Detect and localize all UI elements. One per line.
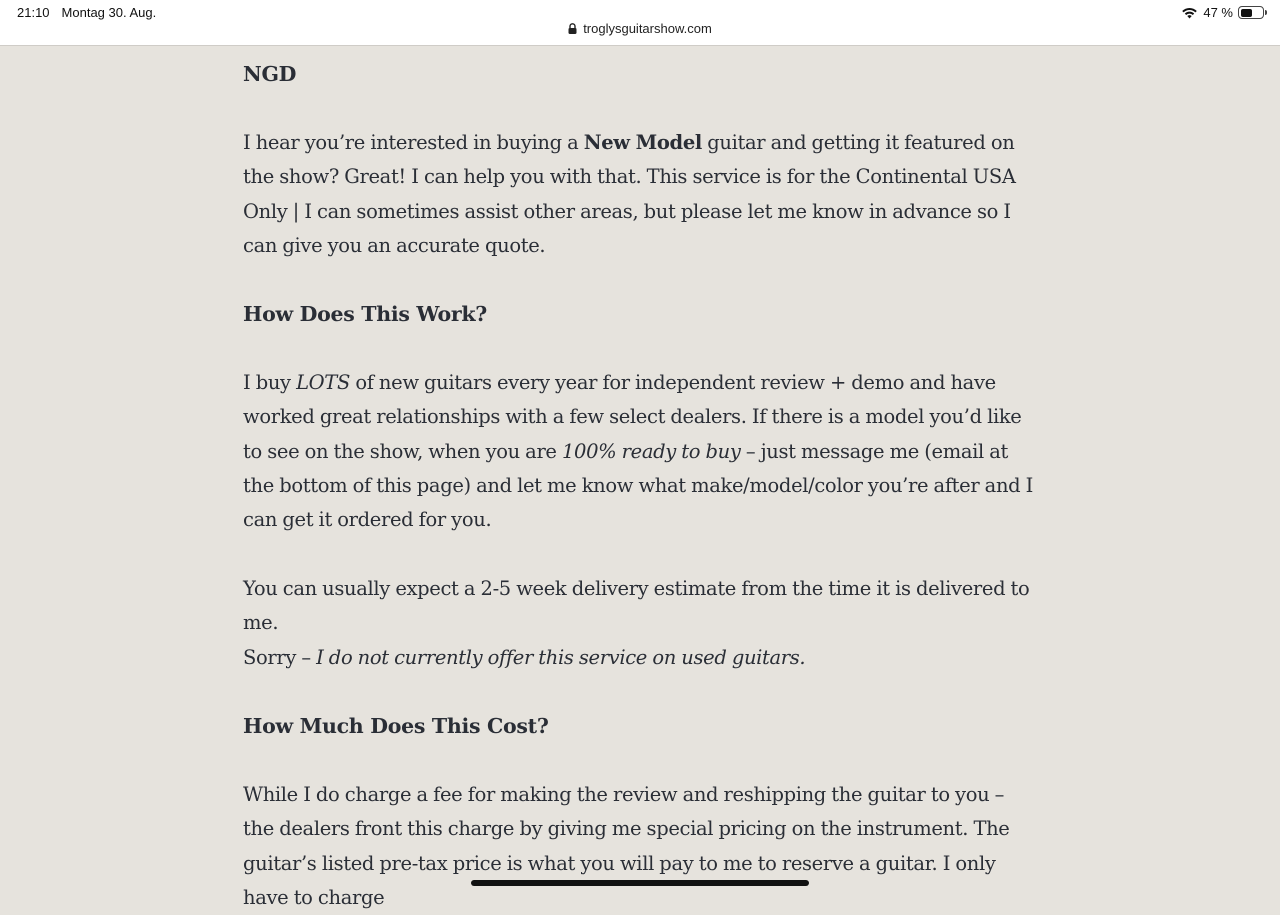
url-text: troglysguitarshow.com (583, 21, 712, 36)
buy-paragraph (243, 366, 1033, 537)
battery-level (1241, 9, 1252, 17)
sorry-italic: I do not currently offer this service on used guitars. (316, 646, 806, 669)
status-right (1181, 5, 1264, 20)
buy-text-3: – just message me (email at the bottom of this page) and let me know what make/model/color you’re after and I can get it ordered for you. (243, 439, 1034, 532)
intro-text-1: I hear you’re interested in buying a (243, 131, 584, 154)
fee-paragraph: While I do charge a fee for making the review and reshipping the guitar to you – the dealers front this charge by giving me special pricing on the instrument. The guitar’s listed pre-tax price is what you will pay to me to reserve a guitar. I only have to charge (243, 783, 1010, 909)
buy-text-2: of new guitars every year for independent review + demo and have worked great relationships with a few select dealers. If there is a model you’d like to see on the show, when you are (243, 371, 1022, 463)
wifi-icon (1181, 6, 1198, 19)
clock: 21:10 (17, 5, 50, 20)
address-bar[interactable] (0, 21, 1280, 36)
home-indicator[interactable] (471, 880, 809, 886)
battery-percent: 47 % (1203, 5, 1233, 20)
intro-text-2: guitar and getting it featured on the show? Great! I can help you with that. This service is for the Continental USA Only | I can sometimes assist other areas, but please let me know in advance so I can give you an accurate quote. (243, 131, 1016, 257)
intro-bold: New Model (583, 131, 702, 154)
status-left (17, 5, 156, 20)
battery-icon (1238, 6, 1264, 19)
buy-italic-2: 100% ready to buy (561, 439, 741, 463)
intro-paragraph (243, 126, 1033, 263)
sorry-text: Sorry – (243, 646, 317, 669)
buy-text-1: I buy (243, 371, 297, 394)
lock-icon (568, 23, 577, 34)
delivery-paragraph: You can usually expect a 2-5 week delivery estimate from the time it is delivered to me. (243, 577, 1030, 635)
heading-how-does-this-work: How Does This Work? (243, 302, 487, 326)
status-bar (0, 0, 1280, 46)
heading-how-much-cost: How Much Does This Cost? (243, 714, 549, 738)
sorry-paragraph (243, 641, 1033, 675)
buy-italic-1: LOTS (296, 371, 350, 394)
heading-ngd: NGD (243, 62, 297, 86)
date: Montag 30. Aug. (61, 5, 157, 20)
